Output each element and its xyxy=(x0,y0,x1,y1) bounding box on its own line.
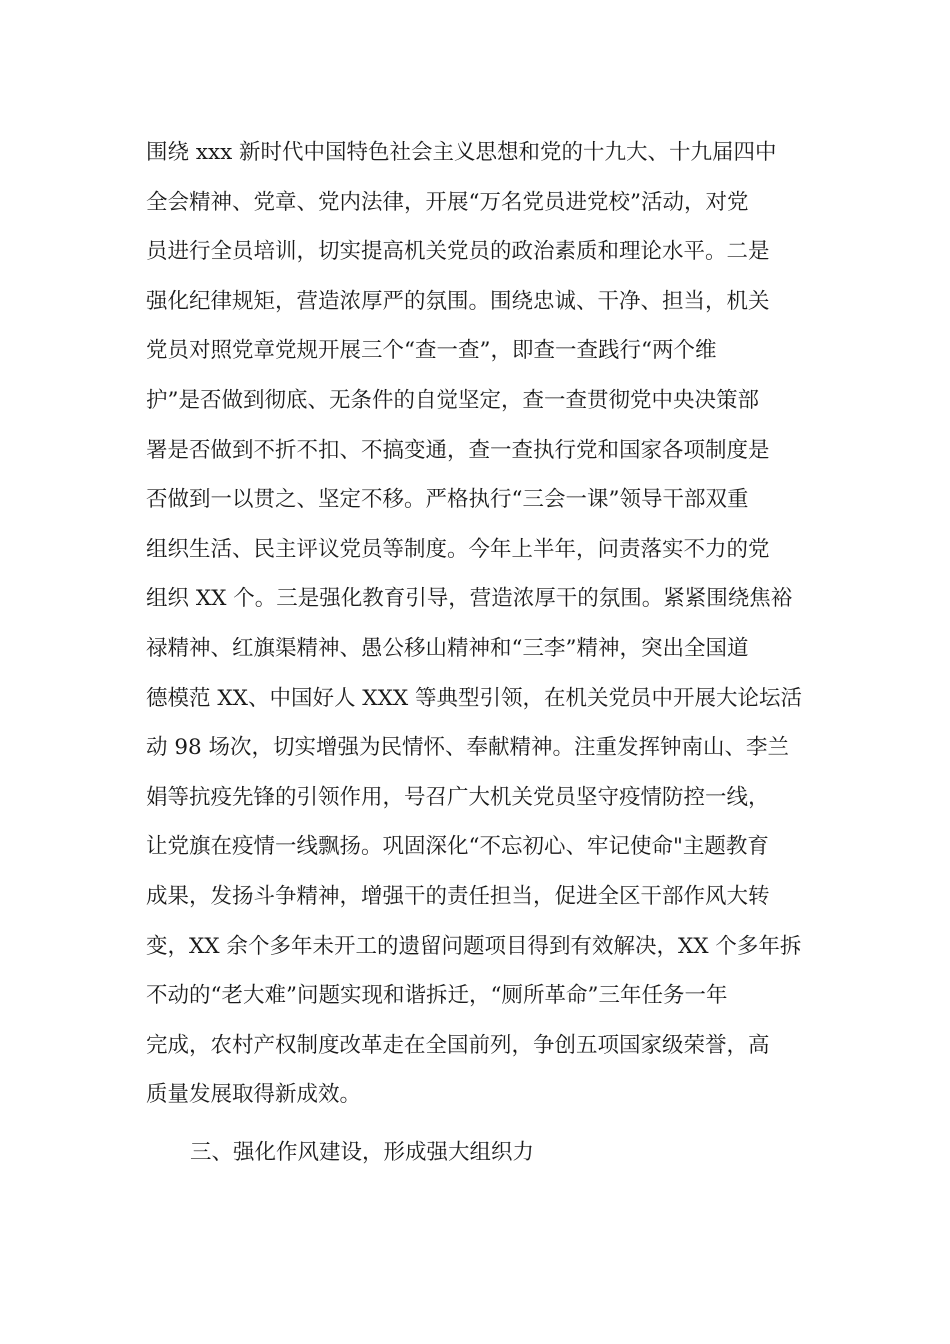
paragraph-line: 不动的“老大难”问题实现和谐拆迁，“厕所革命”三年任务一年 xyxy=(146,983,728,1009)
paragraph-line: 署是否做到不折不扣、不搞变通，查一查执行党和国家各项制度是 xyxy=(146,437,770,463)
paragraph-line: 变，XX 余个多年未开工的遗留问题项目得到有效解决，XX 个多年拆 xyxy=(146,933,802,959)
paragraph-line: 成果，发扬斗争精神，增强干的责任担当，促进全区干部作风大转 xyxy=(146,884,770,909)
paragraph-line: 质量发展取得新成效。 xyxy=(146,1082,362,1108)
paragraph-line: 全会精神、党章、党内法律，开展“万名党员进党校”活动，对党 xyxy=(146,189,749,215)
paragraph-line: 动 98 场次，切实增强为民情怀、奉献精神。注重发挥钟南山、李兰 xyxy=(146,735,790,761)
paragraph-line: 护”是否做到彻底、无条件的自觉坚定，查一查贯彻党中央决策部 xyxy=(146,388,759,413)
paragraph-line: 组织生活、民主评议党员等制度。今年上半年，问责落实不力的党 xyxy=(146,536,770,562)
section-heading: 三、强化作风建设，形成强大组织力 xyxy=(190,1140,535,1165)
paragraph-line: 完成，农村产权制度改革走在全国前列，争创五项国家级荣誉，高 xyxy=(146,1032,770,1058)
paragraph-line: 围绕 xxx 新时代中国特色社会主义思想和党的十九大、十九届四中 xyxy=(146,140,777,165)
paragraph-line: 党员对照党章党规开展三个“查一查”，即查一查践行“两个维 xyxy=(146,338,717,364)
paragraph-line: 禄精神、红旗渠精神、愚公移山精神和“三李”精神，突出全国道 xyxy=(146,636,749,661)
paragraph-line: 员进行全员培训，切实提高机关党员的政治素质和理论水平。二是 xyxy=(146,239,770,265)
paragraph-line: 组织 XX 个。三是强化教育引导，营造浓厚干的氛围。紧紧围绕焦裕 xyxy=(146,586,793,612)
paragraph-line: 否做到一以贯之、坚定不移。严格执行“三会一课”领导干部双重 xyxy=(146,487,749,513)
paragraph-line: 德模范 XX、中国好人 XXX 等典型引领，在机关党员中开展大论坛活 xyxy=(146,685,803,711)
paragraph-line: 强化纪律规矩，营造浓厚严的氛围。围绕忠诚、干净、担当，机关 xyxy=(146,288,770,314)
paragraph-line: 让党旗在疫情一线飘扬。巩固深化“不忘初心、牢记使命"主题教育 xyxy=(146,834,769,860)
paragraph-line: 娟等抗疫先锋的引领作用，号召广大机关党员坚守疫情防控一线， xyxy=(146,784,770,810)
